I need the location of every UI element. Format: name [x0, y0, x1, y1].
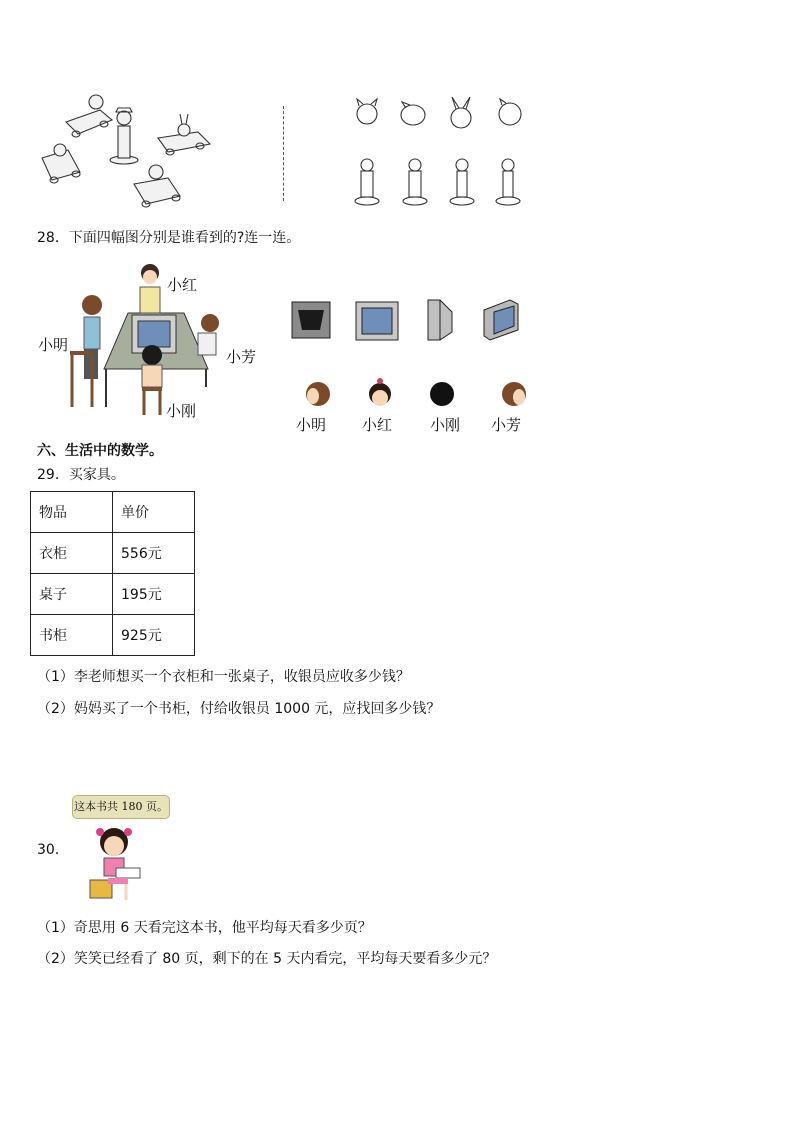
xiaoming-head-icon	[306, 382, 330, 406]
question-29-prompt: 29．买家具。	[37, 467, 125, 483]
policeman-back-icon	[403, 159, 427, 205]
toy-car-rabbit	[158, 114, 210, 155]
classroom-table-scene	[66, 257, 226, 417]
speech-bubble	[72, 795, 170, 819]
policeman-front-icon	[355, 159, 379, 205]
policeman-figure	[110, 108, 138, 164]
girl-reading-illustration	[88, 822, 148, 906]
answer-label-4: 小芳	[491, 416, 522, 434]
dog-head-icon	[357, 99, 377, 124]
policeman-side2-icon	[496, 159, 520, 205]
monitor-views-row	[290, 296, 522, 346]
toy-car-dog-2	[42, 144, 80, 183]
xiaofang-head-icon	[502, 382, 526, 406]
question-30-sub2: （2）笑笑已经看了 80 页，剩下的在 5 天内看完，平均每天要看多少元？	[37, 951, 497, 967]
table-cell-price: 925元	[113, 615, 195, 656]
label-xiaohong: 小红	[167, 276, 198, 294]
question-30-number: 30．	[37, 842, 69, 858]
divider-dashed	[283, 106, 284, 201]
monitor-back-view-icon	[292, 302, 330, 338]
table-cell-price: 195元	[113, 574, 195, 615]
cat-back-head-icon	[499, 99, 521, 125]
answer-label-1: 小明	[296, 416, 327, 434]
speech-bubble-text: 这本书共 180 页。	[74, 800, 168, 813]
table-cell-item: 书柜	[31, 615, 113, 656]
answer-label-3: 小刚	[430, 416, 461, 434]
toy-car-dog	[66, 95, 112, 137]
table-cell-item: 桌子	[31, 574, 113, 615]
question-29-sub1: （1）李老师想买一个衣柜和一张桌子，收银员应收多少钱？	[37, 669, 410, 685]
question-30-sub1: （1）奇思用 6 天看完这本书，他平均每天看多少页？	[37, 920, 372, 936]
table-row	[31, 615, 195, 656]
answer-label-2: 小红	[362, 416, 393, 434]
table-cell-item: 衣柜	[31, 533, 113, 574]
table-row	[31, 574, 195, 615]
table-header-cell: 单价	[113, 492, 195, 533]
monitor-front-view-icon	[356, 302, 398, 340]
question-28-prompt: 28．下面四幅图分别是谁看到的?连一连。	[37, 230, 301, 246]
price-table	[30, 491, 195, 656]
label-xiaogang: 小刚	[166, 402, 197, 420]
table-cell-price: 556元	[113, 533, 195, 574]
table-header-row	[31, 492, 195, 533]
toy-car-cat	[134, 165, 180, 207]
policeman-views-row	[350, 154, 530, 208]
table-header-cell: 物品	[31, 492, 113, 533]
table-row	[31, 533, 195, 574]
xiaogang-head-icon	[430, 382, 454, 406]
toy-scene-illustration	[38, 92, 218, 210]
question-29-sub2: （2）妈妈买了一个书柜，付给收银员 1000 元，应找回多少钱？	[37, 701, 441, 717]
animal-heads-row	[350, 96, 530, 132]
label-xiaoming: 小明	[38, 336, 69, 354]
dog-side-head-icon	[401, 102, 425, 125]
rabbit-head-icon	[451, 97, 471, 128]
monitor-angle-view-icon	[484, 300, 518, 340]
children-heads-row	[300, 376, 532, 412]
policeman-side-icon	[450, 159, 474, 205]
monitor-side-view-icon	[428, 300, 452, 340]
xiaohong-head-icon	[369, 378, 391, 406]
section-6-title: 六、生活中的数学。	[37, 443, 163, 459]
label-xiaofang: 小芳	[226, 348, 257, 366]
